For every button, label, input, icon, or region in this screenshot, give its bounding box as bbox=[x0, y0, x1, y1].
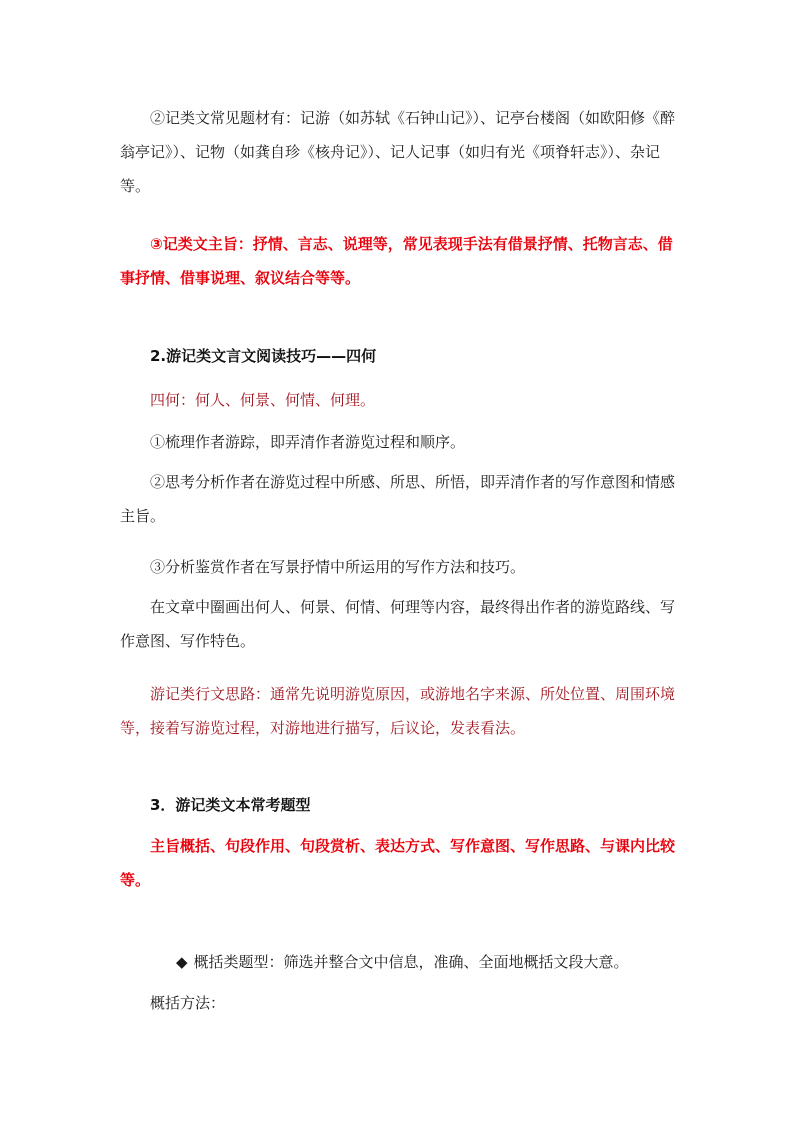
four-what-line: 四何：何人、何景、何情、何理。 bbox=[150, 391, 376, 409]
question-types-paragraph: 主旨概括、句段作用、句段赏析、表达方式、写作意图、写作思路、与课内比较等。 bbox=[120, 837, 676, 889]
step-2: ②思考分析作者在游览过程中所感、所思、所悟，即弄清作者的写作意图和情感主旨。 bbox=[120, 473, 676, 525]
section-heading-reading-skills: 2.游记类文言文阅读技巧——四何 bbox=[150, 347, 377, 365]
summarize-method-label: 概括方法： bbox=[150, 994, 226, 1012]
writing-logic-paragraph: 游记类行文思路：通常先说明游览原因，或游地名字来源、所处位置、周围环境等，接着写游览过程，对游地进行描写，后议论，发表看法。 bbox=[120, 685, 676, 737]
paragraph-topics: ②记类文常见题材有：记游（如苏轼《石钟山记》）、记亭台楼阁（如欧阳修《醉翁亭记》）、记物（如龚自珍《核舟记》）、记人记事（如归有光《项脊轩志》）、杂记等。 bbox=[120, 109, 676, 195]
step-1: ①梳理作者游踪，即弄清作者游览过程和顺序。 bbox=[150, 433, 466, 451]
paragraph-main-theme: ③记类文主旨：抒情、言志、说理等，常见表现手法有借景抒情、托物言志、借事抒情、借事说理、叙议结合等等。 bbox=[120, 235, 673, 287]
summary-paragraph: 在文章中圈画出何人、何景、何情、何理等内容，最终得出作者的游览路线、写作意图、写作特色。 bbox=[120, 598, 676, 650]
summarize-type-line bbox=[176, 952, 629, 972]
summarize-type-text: 概括类题型：筛选并整合文中信息，准确、全面地概括文段大意。 bbox=[193, 953, 629, 971]
diamond-bullet-icon: ◆ bbox=[176, 953, 188, 971]
section-heading-question-types: 3．游记类文本常考题型 bbox=[150, 796, 311, 814]
step-3: ③分析鉴赏作者在写景抒情中所运用的写作方法和技巧。 bbox=[150, 558, 526, 576]
